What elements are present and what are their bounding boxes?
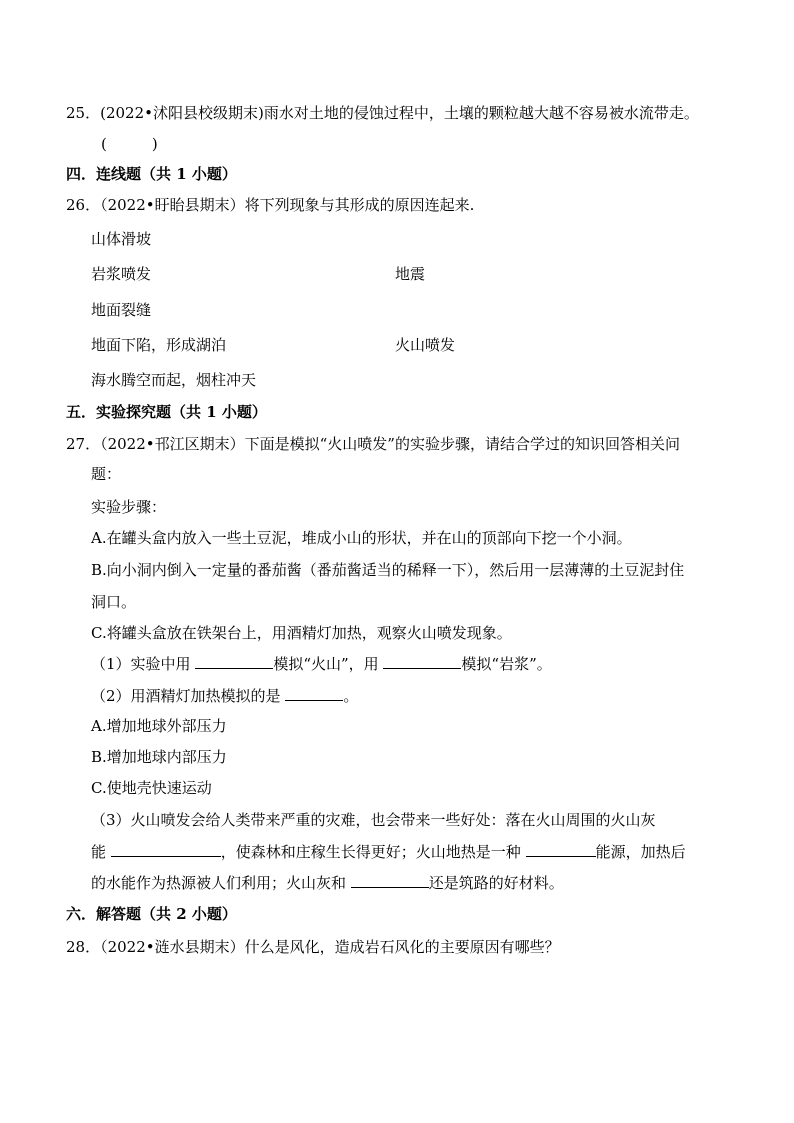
sub-question-2: （2）用酒精灯加热模拟的是 。 — [91, 687, 359, 705]
fill-blank[interactable] — [111, 842, 221, 857]
fill-blank[interactable] — [351, 873, 429, 888]
question-25-text: 25．(2022•沭阳县校级期末)雨水对土地的侵蚀过程中，土壤的颗粒越大越不容易被水流带走。 — [66, 104, 699, 122]
fill-blank[interactable] — [526, 842, 596, 857]
matching-left-item: 地面裂缝 — [91, 301, 152, 319]
question-26-text: 26．（2022•盱眙县期末）将下列现象与其形成的原因连起来. — [66, 196, 475, 214]
matching-right-item: 火山喷发 — [395, 336, 456, 354]
matching-left-item: 山体滑坡 — [91, 230, 152, 248]
step-a: A.在罐头盒内放入一些土豆泥，堆成小山的形状，并在山的顶部向下挖一个小洞。 — [91, 529, 632, 547]
section-title-matching: 四．连线题（共 1 小题） — [66, 165, 237, 183]
matching-left-item: 海水腾空而起，烟柱冲天 — [91, 371, 257, 389]
option-a: A.增加地球外部压力 — [91, 717, 227, 735]
matching-left-item: 岩浆喷发 — [91, 265, 152, 283]
step-c: C.将罐头盒放在铁架台上，用酒精灯加热，观察火山喷发现象。 — [91, 624, 512, 642]
fill-blank[interactable] — [195, 654, 273, 669]
step-b-cont: 洞口。 — [91, 593, 137, 611]
section-title-experiment: 五．实验探究题（共 1 小题） — [66, 403, 267, 421]
answer-parentheses: ( ) — [101, 135, 158, 153]
fill-blank[interactable] — [285, 686, 343, 701]
steps-label: 实验步骤： — [91, 498, 167, 516]
option-b: B.增加地球内部压力 — [91, 748, 227, 766]
matching-left-item: 地面下陷，形成湖泊 — [91, 336, 227, 354]
matching-right-item: 地震 — [395, 265, 426, 283]
step-b: B.向小洞内倒入一定量的番茄酱（番茄酱适当的稀释一下），然后用一层薄薄的土豆泥封住 — [91, 561, 685, 579]
question-27-text-cont: 题： — [91, 465, 122, 483]
question-28-text: 28．（2022•涟水县期末）什么是风化，造成岩石风化的主要原因有哪些？ — [66, 938, 560, 956]
sub-question-1: （1）实验中用 模拟“火山”，用 模拟“岩浆”。 — [91, 655, 552, 673]
sub-question-3: （3）火山喷发会给人类带来严重的灾难，也会带来一些好处：落在火山周围的火山灰 — [91, 811, 656, 829]
sub-question-3-cont: 能 ，使森林和庄稼生长得更好；火山地热是一种 能源，加热后 — [91, 843, 686, 861]
sub-question-3-cont: 的水能作为热源被人们利用；火山灰和 还是筑路的好材料。 — [91, 874, 564, 892]
fill-blank[interactable] — [383, 654, 461, 669]
section-title-answer: 六．解答题（共 2 小题） — [66, 905, 237, 923]
option-c: C.使地壳快速运动 — [91, 779, 212, 797]
question-27-text: 27．（2022•邗江区期末）下面是模拟“火山喷发”的实验步骤，请结合学过的知识回答相关问 — [66, 435, 680, 453]
